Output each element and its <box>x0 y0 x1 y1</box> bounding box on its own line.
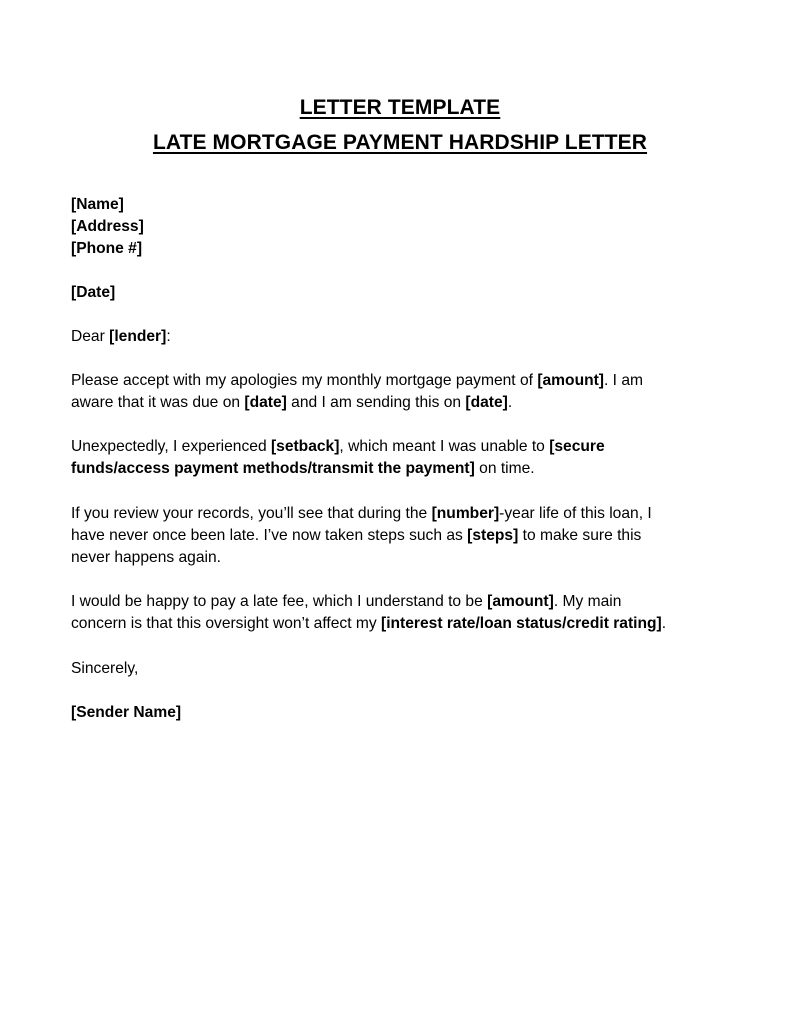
letter-date: [Date] <box>71 284 116 301</box>
text-run: and I am sending this on <box>286 394 466 411</box>
text-run: , which meant I was unable to <box>339 438 550 455</box>
placeholder-interest-rate: [interest rate/loan status/credit rating] <box>381 615 662 632</box>
paragraph-4-line-2 <box>71 613 666 635</box>
text-run: . <box>507 394 513 411</box>
sender-address: [Address] <box>71 218 144 235</box>
text-run: Unexpectedly, I experienced <box>71 438 271 455</box>
placeholder-amount: [amount] <box>537 372 605 389</box>
text-run: . <box>661 615 667 632</box>
letter-subtitle: LATE MORTGAGE PAYMENT HARDSHIP LETTER <box>152 131 648 154</box>
text-run: I would be happy to pay a late fee, which I understand to be <box>71 593 488 610</box>
placeholder-date: [date] <box>244 394 287 411</box>
paragraph-4-line-1 <box>71 591 621 613</box>
placeholder-funds: [secure <box>549 438 605 455</box>
sender-phone: [Phone #] <box>71 240 143 257</box>
paragraph-2-line-2 <box>71 458 535 480</box>
text-run: concern is that this oversight won’t affect my <box>71 615 381 632</box>
sender-name: [Name] <box>71 196 124 213</box>
paragraph-2-line-1 <box>71 436 605 458</box>
placeholder-steps: [steps] <box>467 527 519 544</box>
text-run: on time. <box>474 460 535 477</box>
text-run: have never once been late. I’ve now taken steps such as <box>71 527 468 544</box>
text-run: Please accept with my apologies my monthly mortgage payment of <box>71 372 538 389</box>
placeholder-amount: [amount] <box>487 593 554 610</box>
text-run: never happens again. <box>71 549 221 566</box>
closing: Sincerely, <box>71 660 139 677</box>
text-run: . I am <box>604 372 644 389</box>
text-run: to make sure this <box>518 527 642 544</box>
text-run: -year life of this loan, I <box>499 505 652 522</box>
text-run: . My main <box>553 593 622 610</box>
signature: [Sender Name] <box>71 704 182 721</box>
text-run: If you review your records, you’ll see that during the <box>71 505 432 522</box>
paragraph-3-line-3 <box>71 547 221 569</box>
placeholder-funds: funds/access payment methods/transmit the payment] <box>71 460 475 477</box>
paragraph-3-line-2 <box>71 525 641 547</box>
placeholder-date: [date] <box>465 394 508 411</box>
salutation-lender: [lender] <box>109 328 167 345</box>
salutation-suffix: : <box>166 328 171 345</box>
text-run: aware that it was due on <box>71 394 245 411</box>
placeholder-number: [number] <box>431 505 500 522</box>
placeholder-setback: [setback] <box>270 438 340 455</box>
paragraph-1-line-1 <box>71 370 643 392</box>
paragraph-1-line-2 <box>71 392 512 414</box>
letter-template-title: LETTER TEMPLATE <box>299 96 501 119</box>
salutation-prefix: Dear <box>71 328 110 345</box>
salutation <box>71 326 171 348</box>
paragraph-3-line-1 <box>71 503 652 525</box>
